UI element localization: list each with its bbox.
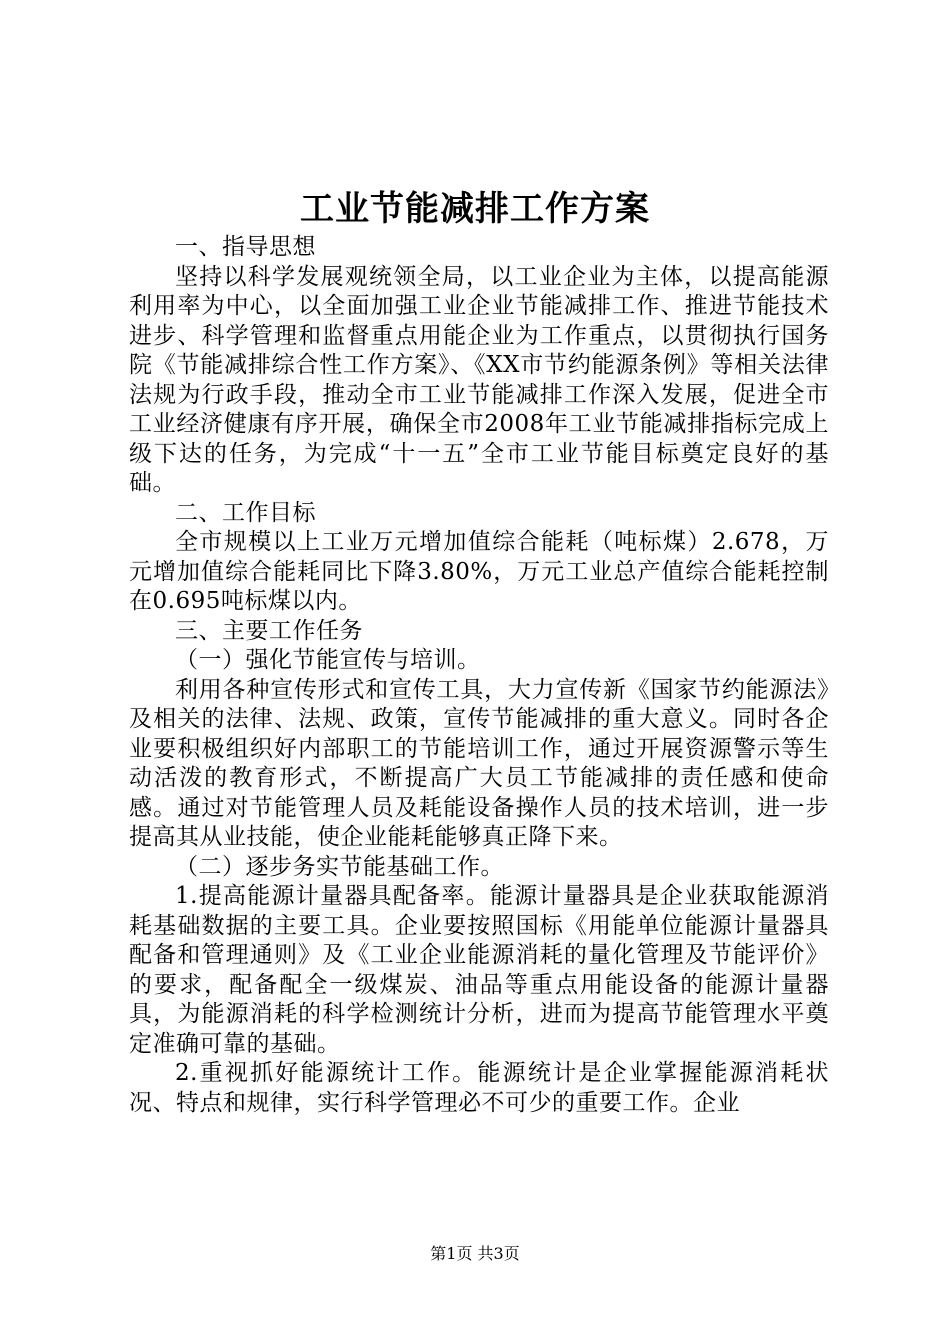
- paragraph: 2.重视抓好能源统计工作。能源统计是企业掌握能源消耗状况、特点和规律，实行科学管理必不可少的重要工作。企业: [129, 1060, 829, 1116]
- document-title: 工业节能减排工作方案: [300, 189, 650, 229]
- document-body: [129, 233, 829, 1118]
- section-heading: 三、主要工作任务: [175, 617, 363, 644]
- paragraph: 1.提高能源计量器具配备率。能源计量器具是企业获取能源消耗基础数据的主要工具。企业要按照国标《用能单位能源计量器具配备和管理通则》及《工业企业能源消耗的量化管理及节能评价》的要求，配备配全一级煤炭、油品等重点用能设备的能源计量器具，为能源消耗的科学检测统计分析，进而为提高节能管理水平奠定准确可靠的基础。: [129, 883, 829, 1057]
- section-heading: 二、工作目标: [175, 499, 316, 526]
- paragraph: 坚持以科学发展观统领全局，以工业企业为主体，以提高能源利用率为中心，以全面加强工业企业节能减排工作、推进节能技术进步、科学管理和监督重点用能企业为工作重点，以贯彻执行国务院《节能减排综合性工作方案》、《XX市节约能源条例》等相关法律法规为行政手段，推动全市工业节能减排工作深入发展，促进全市工业经济健康有序开展，确保全市2008年工业节能减排指标完成上级下达的任务，为完成“十一五”全市工业节能目标奠定良好的基础。: [129, 263, 829, 496]
- subsection-heading: （二）逐步务实节能基础工作。: [175, 853, 504, 880]
- paragraph: 利用各种宣传形式和宣传工具，大力宣传新《国家节约能源法》及相关的法律、法规、政策，宣传节能减排的重大意义。同时各企业要积极组织好内部职工的节能培训工作，通过开展资源警示等生动活泼的教育形式，不断提高广大员工节能减排的责任感和使命感。通过对节能管理人员及耗能设备操作人员的技术培训，进一步提高其从业技能，使企业能耗能够真正降下来。: [129, 676, 829, 850]
- subsection-heading: （一）强化节能宣传与培训。: [175, 647, 481, 673]
- paragraph: 全市规模以上工业万元增加值综合能耗（吨标煤）2.678，万元增加值综合能耗同比下降3.80%，万元工业总产值综合能耗控制在0.695吨标煤以内。: [129, 529, 829, 614]
- section-heading: 一、指导思想: [175, 234, 316, 260]
- page-number-footer: 第1页 共3页: [430, 1244, 520, 1263]
